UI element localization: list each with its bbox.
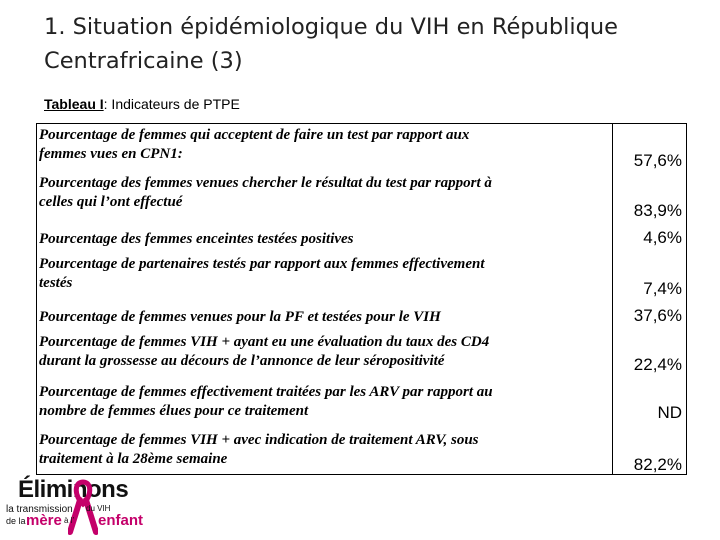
row-1-line-1: Pourcentage de femmes qui acceptent de faire un test par rapport aux — [39, 127, 470, 143]
row-5-value: 37,6% — [633, 306, 682, 325]
campaign-logo — [4, 476, 154, 536]
row-6-label — [39, 333, 609, 371]
row-1-label — [39, 126, 609, 164]
row-8-value: 82,2% — [633, 455, 682, 474]
row-5-label — [39, 308, 609, 327]
row-7-value: ND — [657, 403, 682, 422]
row-3-label — [39, 230, 609, 249]
logo-word: Éliminons — [18, 476, 129, 503]
row-7-label — [39, 383, 609, 421]
row-7-line-2: nombre de femmes élues pour ce traitement — [39, 403, 309, 419]
row-7-line-1: Pourcentage de femmes effectivement traitées par les ARV par rapport au — [39, 384, 493, 400]
row-8-label — [39, 431, 609, 469]
row-6-value: 22,4% — [633, 355, 682, 374]
row-1-value: 57,6% — [633, 151, 682, 170]
row-4-label — [39, 255, 609, 293]
caption-label: Tableau I — [44, 96, 104, 112]
row-4-line-2: testés — [39, 275, 73, 291]
logo-line-2a: la transmission — [6, 504, 73, 515]
column-divider — [612, 124, 613, 474]
row-8-line-1: Pourcentage de femmes VIH + avec indication de traitement ARV, sous — [39, 432, 479, 448]
row-8-line-2: traitement à la 28ème semaine — [39, 451, 228, 467]
row-6-line-1: Pourcentage de femmes VIH + ayant eu une évaluation du taux des CD4 — [39, 334, 490, 350]
table-caption — [44, 95, 240, 113]
row-1-line-2: femmes vues en CPN1: — [39, 146, 183, 162]
row-3-value: 4,6% — [643, 228, 682, 247]
row-5-line-1: Pourcentage de femmes venues pour la PF et testées pour le VIH — [39, 309, 441, 325]
row-2-line-2: celles qui l’ont effectué — [39, 194, 183, 210]
logo-line-3d: enfant — [98, 512, 143, 529]
row-3-line-1: Pourcentage des femmes enceintes testées positives — [39, 231, 354, 247]
logo-line-3b: mère — [26, 512, 62, 529]
slide-title: 1. Situation épidémiologique du VIH en République Centrafricaine (3) — [44, 14, 619, 74]
row-4-value: 7,4% — [643, 279, 682, 298]
indicators-table — [36, 123, 687, 475]
row-6-line-2: durant la grossesse au décours de l’annonce de leur séropositivité — [39, 353, 445, 369]
row-2-label — [39, 174, 609, 212]
logo-line-2b: du VIH — [86, 504, 111, 513]
logo-line-3a: de la — [6, 516, 26, 526]
row-2-value: 83,9% — [633, 201, 682, 220]
row-2-line-1: Pourcentage des femmes venues chercher le résultat du test par rapport à — [39, 175, 492, 191]
logo-line-3c: à l’ — [64, 516, 75, 525]
caption-text: : Indicateurs de PTPE — [103, 96, 240, 112]
row-4-line-1: Pourcentage de partenaires testés par rapport aux femmes effectivement — [39, 256, 485, 272]
